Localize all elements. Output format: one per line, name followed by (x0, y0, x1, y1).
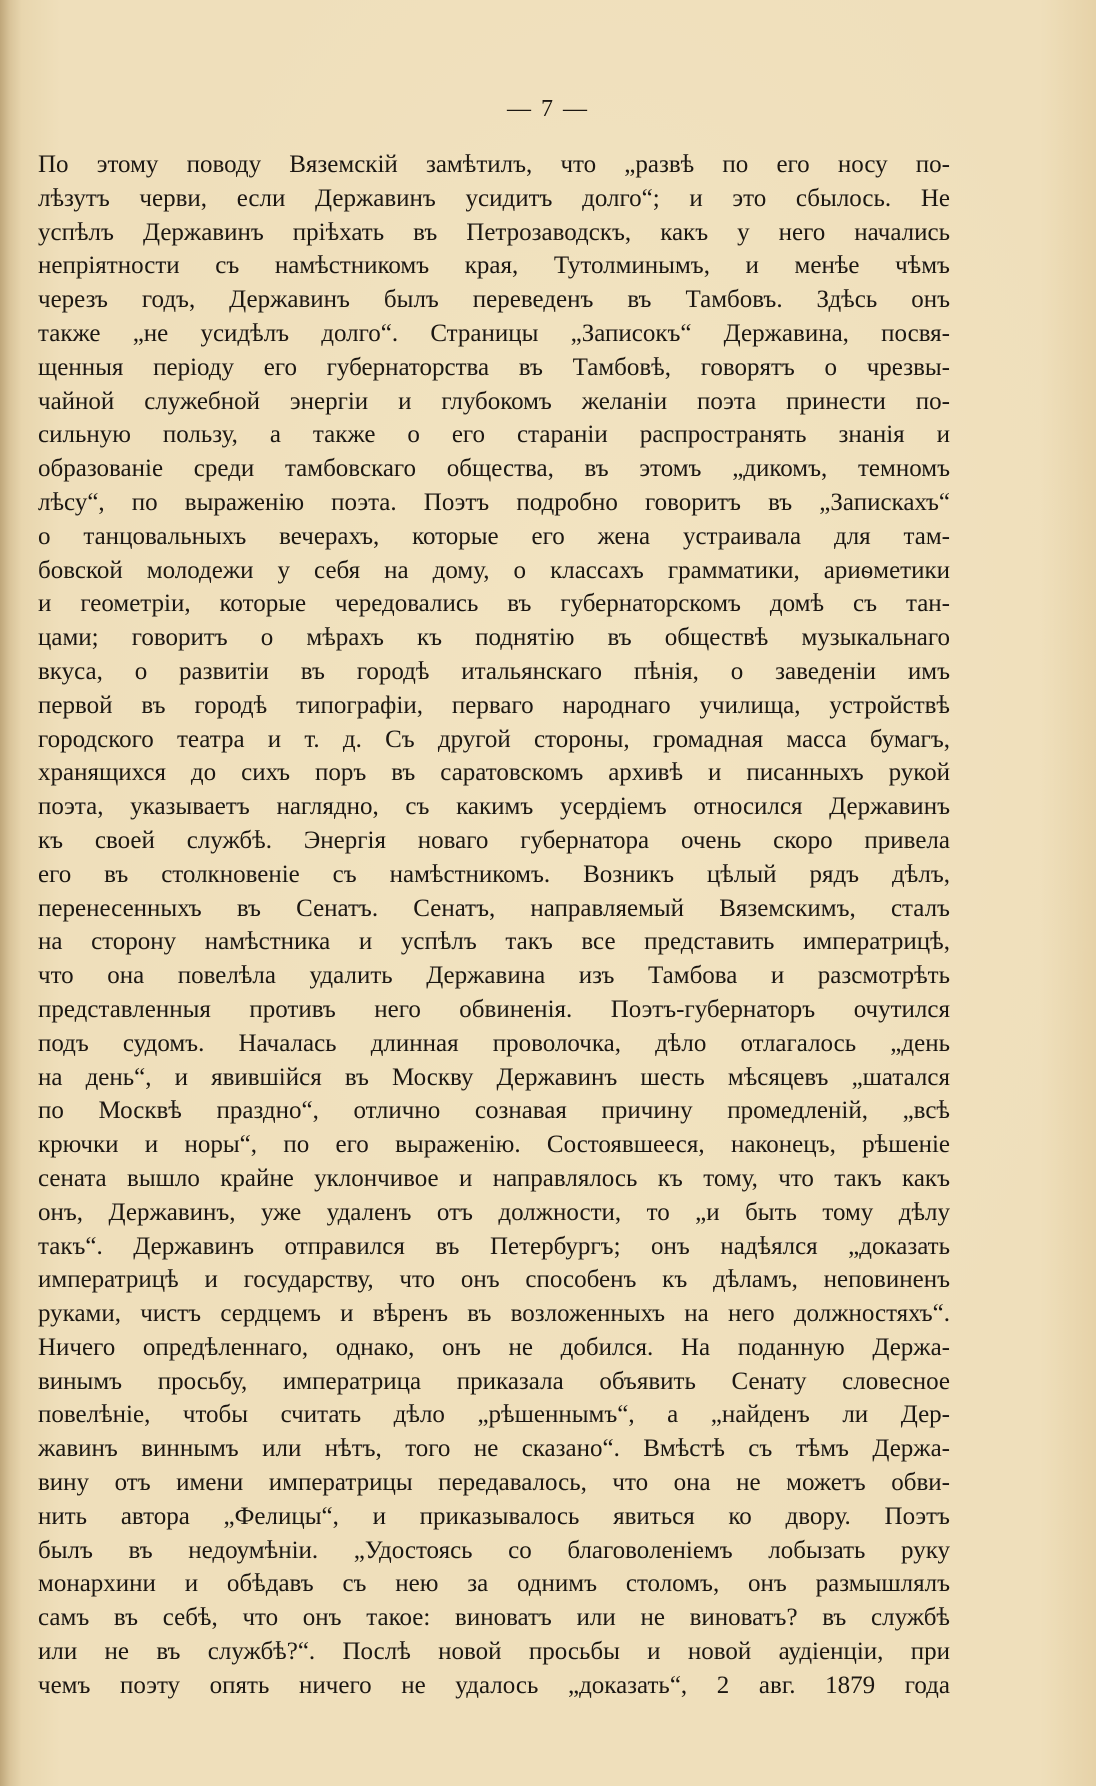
text-line: къ своей службѣ. Энергія новаго губернатора очень скоро привела (38, 826, 950, 854)
text-line: перенесенныхъ въ Сенатъ. Сенатъ, направляемый Вяземскимъ, сталъ (38, 894, 950, 922)
text-line: на день“, и явившійся въ Москву Державинъ шесть мѣсяцевъ „шатался (38, 1063, 950, 1091)
text-line: самъ въ себѣ, что онъ такое: виноватъ или не виноватъ? въ службѣ (38, 1604, 950, 1632)
text-line: нить автора „Фелицы“, и приказывалось явиться ко двору. Поэтъ (38, 1502, 950, 1530)
text-line: былъ въ недоумѣніи. „Удостоясь со благоволеніемъ лобызать руку (38, 1536, 950, 1564)
text-line: онъ, Державинъ, уже удаленъ отъ должности, то „и быть тому дѣлу (38, 1198, 950, 1226)
text-line: руками, чистъ сердцемъ и вѣренъ въ возложенныхъ на него должностяхъ“. (38, 1300, 950, 1328)
text-line: императрицѣ и государству, что онъ способенъ къ дѣламъ, неповиненъ (38, 1266, 950, 1294)
text-line: также „не усидѣлъ долго“. Страницы „Записокъ“ Державина, посвя- (38, 319, 950, 347)
text-line: что она повелѣла удалить Державина изъ Тамбова и разсмотрѣть (38, 962, 950, 990)
text-line: щенныя періоду его губернаторства въ Тамбовѣ, говорятъ о чрезвы- (38, 353, 950, 381)
text-line: черезъ годъ, Державинъ былъ переведенъ въ Тамбовъ. Здѣсь онъ (38, 286, 950, 314)
text-line: успѣлъ Державинъ пріѣхать въ Петрозаводскъ, какъ у него начались (38, 218, 950, 246)
text-line: лѣзутъ черви, если Державинъ усидитъ долго“; и это сбылось. Не (38, 184, 950, 212)
text-line: винымъ просьбу, императрица приказала объявить Сенату словесное (38, 1367, 950, 1395)
text-line: поэта, указываетъ наглядно, съ какимъ усердіемъ относился Державинъ (38, 793, 950, 821)
text-line: подъ судомъ. Началась длинная проволочка, дѣло отлагалось „день (38, 1029, 950, 1057)
text-line: цами; говоритъ о мѣрахъ къ поднятію въ обществѣ музыкальнаго (38, 624, 950, 652)
text-line: бовской молодежи у себя на дому, о классахъ грамматики, ариѳметики (38, 556, 950, 584)
text-line: крючки и норы“, по его выраженію. Состоявшееся, наконецъ, рѣшеніе (38, 1131, 950, 1159)
text-line: непріятности съ намѣстникомъ края, Тутолминымъ, и менѣе чѣмъ (38, 252, 950, 280)
text-line: лѣсу“, по выраженію поэта. Поэтъ подробно говоритъ въ „Запискахъ“ (38, 488, 950, 516)
text-line: повелѣніе, чтобы считать дѣло „рѣшеннымъ“, а „найденъ ли Дер- (38, 1401, 950, 1429)
page-number: — 7 — (507, 96, 589, 122)
text-line: первой въ городѣ типографіи, перваго народнаго училища, устройствѣ (38, 691, 950, 719)
text-line: его въ столкновеніе съ намѣстникомъ. Возникъ цѣлый рядъ дѣлъ, (38, 860, 950, 888)
text-line: вкуса, о развитіи въ городѣ итальянскаго пѣнія, о заведеніи имъ (38, 657, 950, 685)
text-line: вину отъ имени императрицы передавалось, что она не можетъ обви- (38, 1469, 950, 1497)
text-line: такъ“. Державинъ отправился въ Петербургъ; онъ надѣялся „доказать (38, 1232, 950, 1260)
text-line: на сторону намѣстника и успѣлъ такъ все представить императрицѣ, (38, 928, 950, 956)
text-line: сильную пользу, а также о его стараніи распространять знанія и (38, 421, 950, 449)
text-line: о танцовальныхъ вечерахъ, которые его жена устраивала для там- (38, 522, 950, 550)
body-text (38, 148, 950, 1703)
text-line: представленныя противъ него обвиненія. Поэтъ-губернаторъ очутился (38, 995, 950, 1023)
text-line: чайной служебной энергіи и глубокомъ желаніи поэта принести по- (38, 387, 950, 415)
text-line: хранящихся до сихъ поръ въ саратовскомъ архивѣ и писанныхъ рукой (38, 759, 950, 787)
text-line: по Москвѣ праздно“, отлично сознавая причину промедленій, „всѣ (38, 1097, 950, 1125)
text-line: жавинъ виннымъ или нѣтъ, того не сказано“. Вмѣстѣ съ тѣмъ Держа- (38, 1435, 950, 1463)
text-line: образованіе среди тамбовскаго общества, въ этомъ „дикомъ, темномъ (38, 455, 950, 483)
text-line: сената вышло крайне уклончивое и направлялось къ тому, что такъ какъ (38, 1164, 950, 1192)
text-line: чемъ поэту опять ничего не удалось „доказать“, 2 авг. 1879 года (38, 1671, 950, 1699)
text-line: или не въ службѣ?“. Послѣ новой просьбы и новой аудіенціи, при (38, 1638, 950, 1666)
text-line: городского театра и т. д. Съ другой стороны, громадная масса бумагъ, (38, 725, 950, 753)
text-line: Ничего опредѣленнаго, однако, онъ не добился. На поданную Держа- (38, 1333, 950, 1361)
text-line: По этому поводу Вяземскій замѣтилъ, что „развѣ по его носу по- (38, 151, 950, 178)
text-line: монархини и обѣдавъ съ нею за однимъ столомъ, онъ размышлялъ (38, 1570, 950, 1598)
text-line: и геометріи, которые чередовались въ губернаторскомъ домѣ съ тан- (38, 590, 950, 618)
